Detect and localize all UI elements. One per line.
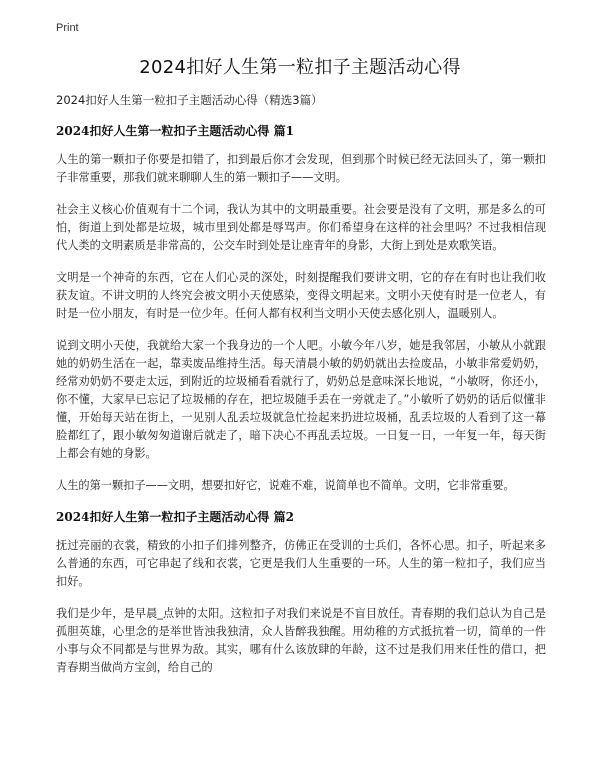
section-1-paragraph: 说到文明小天使，我就给大家一个我身边的一个人吧。小敏今年八岁，她是我邻居，小敏从小就跟她的奶奶生活在一起，靠卖废品维持生活。每天清晨小敏的奶奶就出去捡废品，小敏非常爱奶奶，经常劝奶奶不要走太远，到附近的垃圾桶看看就行了，奶奶总是意味深长地说，“小敏呀，你还小，你不懂，大家早已忘记了垃圾桶的存在，把垃圾随手丢在一旁就走了。”小敏听了奶奶的话后似懂非懂，开始每天站在街上，一见别人乱丢垃圾就急忙捡起来扔进垃圾桶，乱丢垃圾的人看到了这一幕脸都红了，跟小敏匆匆道谢后就走了，暗下决心不再乱丢垃圾。一日复一日，一年复一年，每天街上都会有她的身影。 xyxy=(56,339,546,460)
page-title: 2024扣好人生第一粒扣子主题活动心得 xyxy=(139,57,461,78)
section-1-paragraph: 人生的第一颗扣子——文明，想要扣好它，说难不难，说简单也不简单。文明，它非常重要。 xyxy=(56,479,515,492)
section-1-paragraph: 人生的第一颗扣子你要是扣错了，扣到最后你才会发现，但到那个时候已经无法回头了，第一颗扣子非常重要，那我们就来聊聊人生的第一颗扣子——文明。 xyxy=(56,153,546,184)
section-2-heading: 2024扣好人生第一粒扣子主题活动心得 篇2 xyxy=(56,510,294,524)
print-link[interactable]: Print xyxy=(56,22,79,34)
section-2-paragraph: 我们是少年，是早晨_点钟的太阳。这粒扣子对我们来说是不盲目放任。青春期的我们总认为自己是孤胆英雄，心里念的是举世皆浊我独清，众人皆醉我独醒。用幼稚的方式抵抗着一切，简单的一件小事与众不同都是与世界为敌。其实，哪有什么该放肆的年龄，这不过是我们用来任性的借口，把青春期当做尚方宝剑，给自己的 xyxy=(56,607,546,674)
section-1-heading: 2024扣好人生第一粒扣子主题活动心得 篇1 xyxy=(56,124,294,138)
section-2-paragraph: 抚过亮丽的衣裳，精致的小扣子们排列整齐，仿佛正在受训的士兵们，各怀心思。扣子，听起来多么普通的东西，可它串起了线和衣裳，它更是我们人生重要的一环。人生的第一粒扣子，我们应当扣好。 xyxy=(56,539,546,588)
document-body xyxy=(56,92,546,691)
section-1-paragraph: 社会主义核心价值观有十二个词，我认为其中的文明最重要。社会要是没有了文明，那是多么的可怕，街道上到处都是垃圾，城市里到处都是辱骂声。你们希望身在这样的社会里吗？不过我相信现代人类的文明素质是非常高的，公交车时到处是让座青年的身影，大街上到处是欢歌笑语。 xyxy=(56,203,546,252)
section-1-paragraph: 文明是一个神奇的东西，它在人们心灵的深处，时刻提醒我们要讲文明，它的存在有时也让我们收获友谊。不讲文明的人终究会被文明小天使感染，变得文明起来。文明小天使有时是一位老人，有时是一位小朋友，有时是一位少年。任何人都有权利当文明小天使去感化别人，温暖别人。 xyxy=(56,271,546,320)
document-subtitle: 2024扣好人生第一粒扣子主题活动心得（精选3篇） xyxy=(56,93,323,107)
